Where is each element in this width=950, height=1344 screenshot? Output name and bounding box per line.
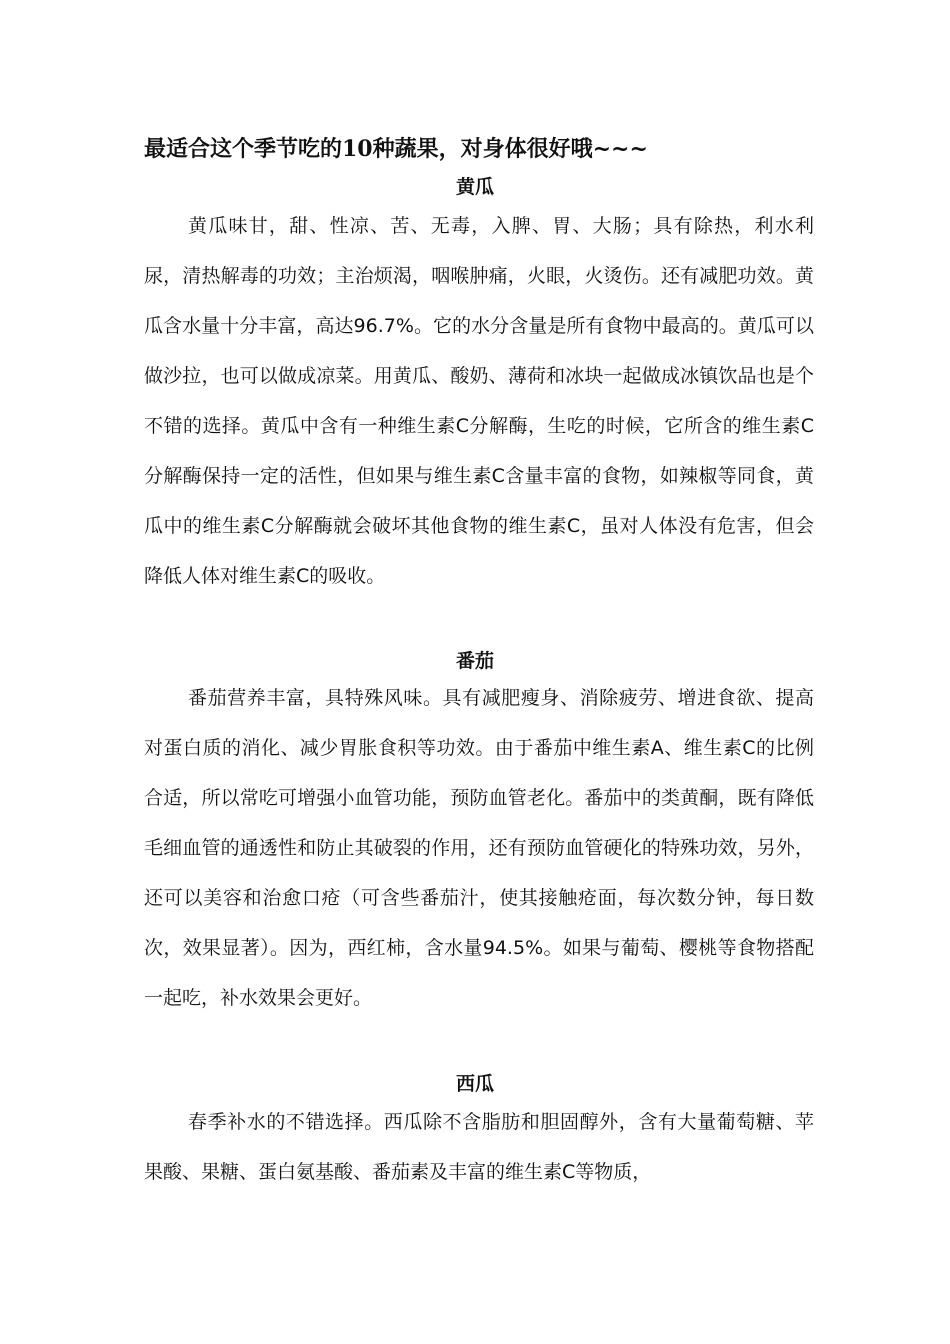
section-body-tomato: 番茄营养丰富，具特殊风味。具有减肥瘦身、消除疲劳、增进食欲、提高对蛋白质的消化、减少胃胀食积等功效。由于番茄中维生素A、维生素C的比例合适，所以常吃可增强小血管功能，预防血管老化。番茄中的类黄酮，既有降低毛细血管的通透性和防止其破裂的作用，还有预防血管硬化的特殊功效，另外，还可以美容和治愈口疮（可含些番茄汁，使其接触疮面，每次数分钟，每日数次，效果显著）。因为，西红柿，含水量94.5%。如果与葡萄、樱桃等食物搭配一起吃，补水效果会更好。: [144, 687, 814, 1009]
section-heading-tomato: 番茄: [455, 650, 494, 672]
section-heading-cucumber: 黄瓜: [455, 176, 494, 198]
section-body-watermelon: 春季补水的不错选择。西瓜除不含脂肪和胆固醇外，含有大量葡萄糖、苹果酸、果糖、蛋白氨基酸、番茄素及丰富的维生素C等物质，: [144, 1111, 814, 1183]
section-body-cucumber: 黄瓜味甘，甜、性凉、苦、无毒，入脾、胃、大肠；具有除热，利水利尿，清热解毒的功效；主治烦渴，咽喉肿痛，火眼，火烫伤。还有减肥功效。黄瓜含水量十分丰富，高达96.7%。它的水分含量是所有食物中最高的。黄瓜可以做沙拉，也可以做成凉菜。用黄瓜、酸奶、薄荷和冰块一起做成冰镇饮品也是个不错的选择。黄瓜中含有一种维生素C分解酶，生吃的时候，它所含的维生素C分解酶保持一定的活性，但如果与维生素C含量丰富的食物，如辣椒等同食，黄瓜中的维生素C分解酶就会破坏其他食物的维生素C，虽对人体没有危害，但会降低人体对维生素C的吸收。: [144, 215, 814, 587]
section-heading-watermelon: 西瓜: [455, 1073, 494, 1095]
document-title: 最适合这个季节吃的10种蔬果，对身体很好哦~~~: [144, 136, 648, 162]
